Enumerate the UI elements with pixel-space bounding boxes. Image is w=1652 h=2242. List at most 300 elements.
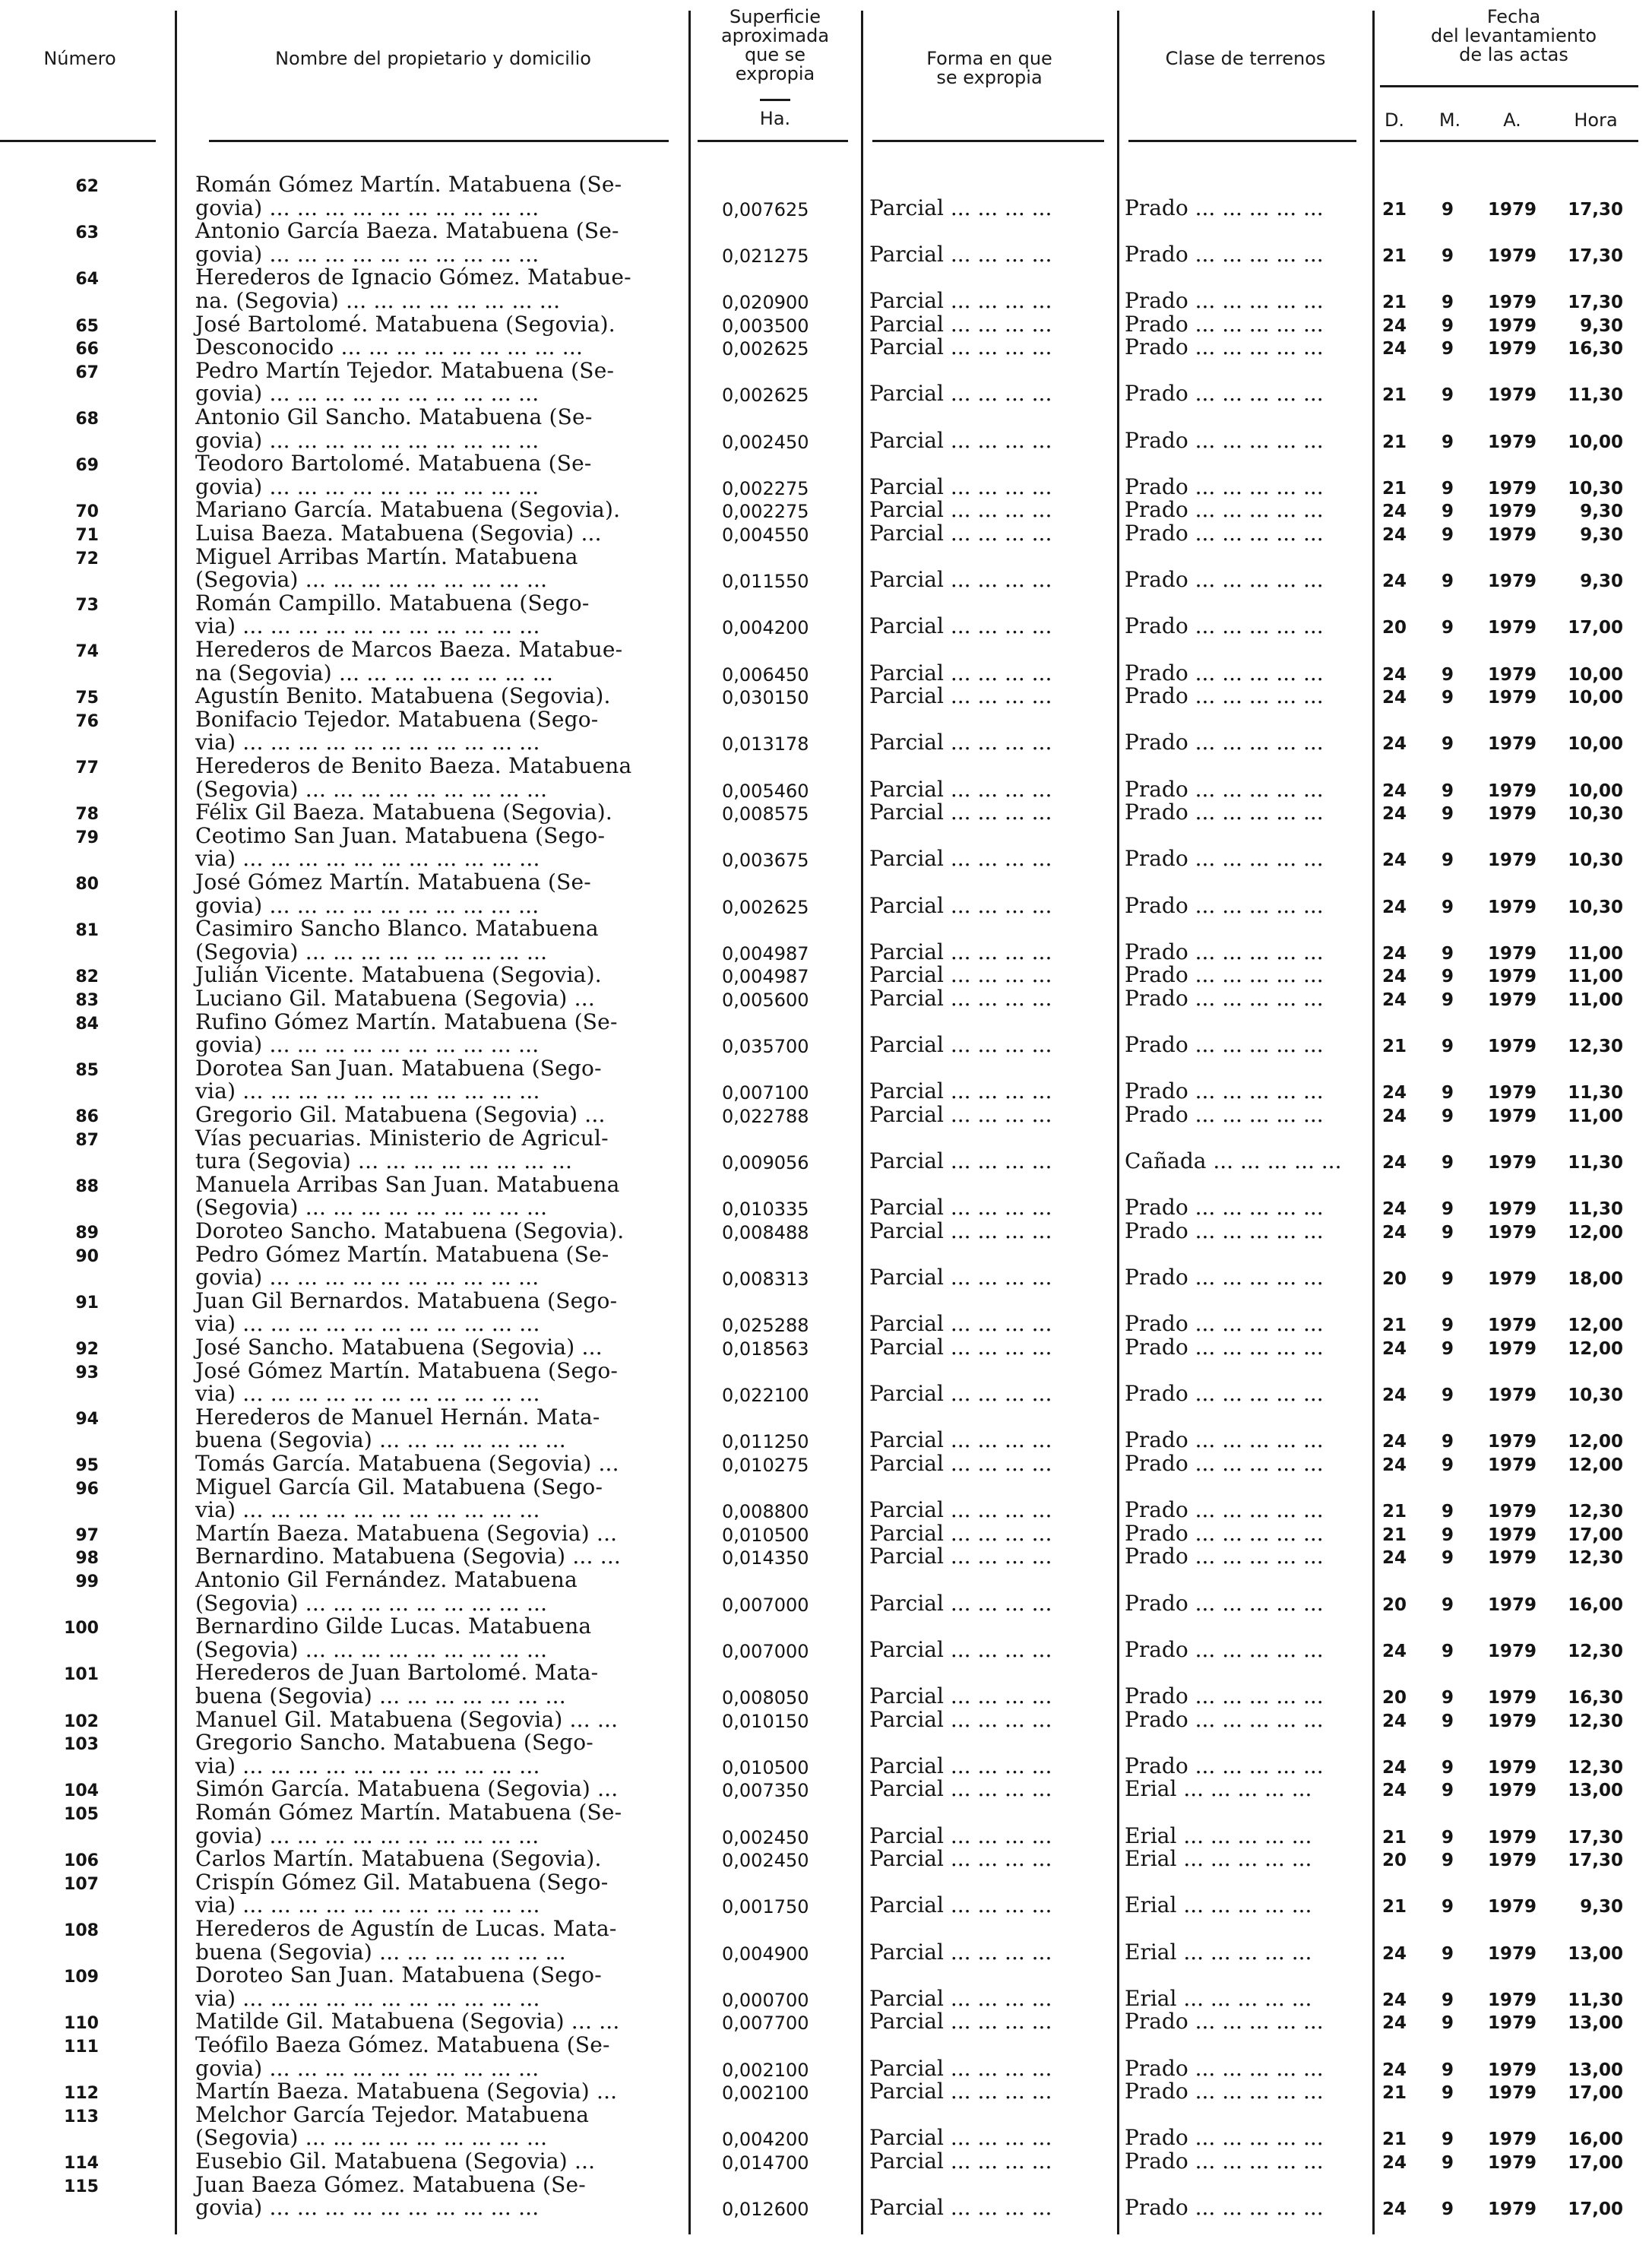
date-month: 9 [1441, 1851, 1454, 1871]
land-class: Erial ... ... ... ... ... [1125, 1892, 1312, 1918]
expropiation-form: Parcial ... ... ... ... [869, 1195, 1052, 1221]
owner-name-line: Simón García. Matabuena (Segovia) ... [195, 1776, 619, 1802]
date-year: 1979 [1487, 897, 1536, 917]
land-class: Prado ... ... ... ... ... [1125, 1706, 1324, 1732]
expropiation-form: Parcial ... ... ... ... [869, 1892, 1052, 1918]
land-class: Cañada ... ... ... ... ... [1125, 1148, 1342, 1174]
expropiation-form: Parcial ... ... ... ... [869, 776, 1052, 802]
surface-value: 0,010150 [722, 1710, 809, 1732]
date-month: 9 [1441, 2130, 1454, 2150]
row-number: 87 [75, 1130, 99, 1150]
date-year: 1979 [1487, 2083, 1536, 2104]
land-class: Prado ... ... ... ... ... [1125, 473, 1324, 499]
owner-name-line: Román Gómez Martín. Matabuena (Se- [195, 172, 622, 197]
row-number: 84 [75, 1014, 99, 1034]
owner-name-line: govia) ... ... ... ... ... ... ... ... ... ... [195, 1265, 540, 1290]
date-day: 21 [1381, 245, 1407, 266]
land-class: Prado ... ... ... ... ... [1125, 613, 1324, 639]
row-number: 106 [64, 1851, 99, 1871]
land-class: Prado ... ... ... ... ... [1125, 892, 1324, 918]
row-number: 98 [75, 1549, 99, 1569]
owner-name-line: buena (Segovia) ... ... ... ... ... ... ... [195, 1427, 566, 1453]
owner-name-line: Ceotimo San Juan. Matabuena (Sego- [195, 822, 606, 848]
date-month: 9 [1441, 1432, 1454, 1452]
expropiation-form: Parcial ... ... ... ... [869, 613, 1052, 639]
date-year: 1979 [1487, 525, 1536, 545]
date-day: 20 [1381, 1851, 1407, 1871]
land-class: Prado ... ... ... ... ... [1125, 800, 1324, 825]
expropiation-form: Parcial ... ... ... ... [869, 1032, 1052, 1058]
expropiation-form: Parcial ... ... ... ... [869, 1451, 1052, 1476]
date-day: 24 [1381, 315, 1407, 336]
surface-value: 0,002625 [722, 385, 809, 407]
expropiation-form: Parcial ... ... ... ... [869, 241, 1052, 267]
date-day: 24 [1381, 1339, 1407, 1359]
date-day: 21 [1381, 478, 1407, 499]
owner-name-line: Eusebio Gil. Matabuena (Segovia) ... [195, 2149, 596, 2174]
owner-name-line: Gregorio Sancho. Matabuena (Sego- [195, 1730, 593, 1756]
date-month: 9 [1441, 2153, 1454, 2173]
row-number: 102 [64, 1712, 99, 1731]
date-month: 9 [1441, 315, 1454, 336]
header-nombre: Nombre del propietario y domicilio [275, 48, 591, 69]
land-class: Erial ... ... ... ... ... [1125, 1846, 1312, 1872]
date-day: 24 [1381, 897, 1407, 917]
date-year: 1979 [1487, 2153, 1536, 2173]
date-day: 24 [1381, 525, 1407, 545]
date-hour: 10,30 [1568, 1385, 1623, 1406]
row-number: 73 [75, 595, 99, 615]
owner-name-line: Teófilo Baeza Gómez. Matabuena (Se- [195, 2032, 610, 2057]
date-month: 9 [1441, 1385, 1454, 1406]
date-hour: 18,00 [1568, 1269, 1623, 1290]
surface-value: 0,004550 [722, 524, 809, 546]
land-class: Prado ... ... ... ... ... [1125, 567, 1324, 593]
row-number: 86 [75, 1107, 99, 1126]
row-number: 70 [75, 502, 99, 522]
land-class: Prado ... ... ... ... ... [1125, 288, 1324, 313]
date-year: 1979 [1487, 990, 1536, 1010]
owner-name-line: govia) ... ... ... ... ... ... ... ... ... ... [195, 2195, 540, 2221]
expropiation-form: Parcial ... ... ... ... [869, 986, 1052, 1011]
date-day: 24 [1381, 664, 1407, 685]
date-month: 9 [1441, 1107, 1454, 1126]
expropiation-form: Parcial ... ... ... ... [869, 1753, 1052, 1778]
date-hour: 13,00 [1568, 1943, 1623, 1964]
land-class: Prado ... ... ... ... ... [1125, 311, 1324, 337]
date-day: 20 [1381, 1269, 1407, 1290]
expropiation-form: Parcial ... ... ... ... [869, 2195, 1052, 2221]
owner-name-line: na. (Segovia) ... ... ... ... ... ... ... ... [195, 288, 561, 313]
land-class: Prado ... ... ... ... ... [1125, 427, 1324, 453]
date-year: 1979 [1487, 1339, 1536, 1359]
date-year: 1979 [1487, 664, 1536, 685]
row-number: 91 [75, 1293, 99, 1313]
date-month: 9 [1441, 1525, 1454, 1545]
land-class: Prado ... ... ... ... ... [1125, 1520, 1324, 1546]
date-year: 1979 [1487, 339, 1536, 359]
date-year: 1979 [1487, 804, 1536, 825]
date-hour: 11,00 [1568, 990, 1623, 1010]
land-class: Prado ... ... ... ... ... [1125, 1427, 1324, 1453]
date-hour: 12,00 [1568, 1316, 1623, 1336]
date-year: 1979 [1487, 1548, 1536, 1569]
date-day: 24 [1381, 2199, 1407, 2220]
expropiation-form: Parcial ... ... ... ... [869, 1311, 1052, 1337]
date-day: 24 [1381, 572, 1407, 592]
date-hour: 12,00 [1568, 1455, 1623, 1475]
expropiation-form: Parcial ... ... ... ... [869, 1265, 1052, 1290]
date-year: 1979 [1487, 1153, 1536, 1173]
owner-name-line: Antonio Gil Fernández. Matabuena [195, 1567, 578, 1592]
date-year: 1979 [1487, 432, 1536, 452]
expropiation-form: Parcial ... ... ... ... [869, 497, 1052, 523]
date-month: 9 [1441, 1502, 1454, 1522]
date-year: 1979 [1487, 2130, 1536, 2150]
date-year: 1979 [1487, 385, 1536, 406]
date-hour: 10,00 [1568, 734, 1623, 755]
date-hour: 12,00 [1568, 1432, 1623, 1452]
land-class: Prado ... ... ... ... ... [1125, 986, 1324, 1011]
date-month: 9 [1441, 1037, 1454, 1057]
date-hour: 17,30 [1568, 1851, 1623, 1871]
date-year: 1979 [1487, 1083, 1536, 1104]
surface-value: 0,007100 [722, 1082, 809, 1104]
column-rule-5 [1372, 11, 1375, 2234]
date-year: 1979 [1487, 618, 1536, 638]
owner-name-line: Luciano Gil. Matabuena (Segovia) ... [195, 986, 595, 1011]
owner-name-line: Herederos de Manuel Hernán. Mata- [195, 1404, 600, 1430]
date-hour: 13,00 [1568, 2060, 1623, 2080]
date-day: 24 [1381, 990, 1407, 1010]
date-year: 1979 [1487, 245, 1536, 266]
date-day: 24 [1381, 943, 1407, 964]
date-year: 1979 [1487, 1223, 1536, 1243]
date-day: 21 [1381, 432, 1407, 452]
date-hour: 16,00 [1568, 1594, 1623, 1615]
date-year: 1979 [1487, 1525, 1536, 1545]
date-year: 1979 [1487, 688, 1536, 708]
owner-name-line: via) ... ... ... ... ... ... ... ... ... ... ... [195, 1497, 540, 1523]
date-year: 1979 [1487, 1316, 1536, 1336]
row-number: 115 [64, 2177, 99, 2196]
header-rule-fecha [1380, 85, 1638, 87]
date-day: 24 [1381, 1432, 1407, 1452]
row-number: 94 [75, 1409, 99, 1429]
date-hour: 11,30 [1568, 1990, 1623, 2010]
owner-name-line: Juan Gil Bernardos. Matabuena (Sego- [195, 1287, 618, 1313]
date-year: 1979 [1487, 502, 1536, 522]
expropiation-form: Parcial ... ... ... ... [869, 1985, 1052, 2011]
surface-value: 0,004987 [722, 942, 809, 964]
date-day: 24 [1381, 967, 1407, 987]
column-rule-2 [688, 11, 691, 2234]
date-day: 21 [1381, 1525, 1407, 1545]
date-year: 1979 [1487, 199, 1536, 220]
owner-name-line: govia) ... ... ... ... ... ... ... ... ... ... [195, 892, 540, 918]
expropiation-form: Parcial ... ... ... ... [869, 892, 1052, 918]
owner-name-line: via) ... ... ... ... ... ... ... ... ... ... ... [195, 1311, 540, 1337]
header-rule-numero [0, 140, 156, 142]
owner-name-line: Herederos de Ignacio Gómez. Matabue- [195, 264, 631, 290]
row-number: 92 [75, 1340, 99, 1359]
owner-name-line: José Bartolomé. Matabuena (Segovia). [195, 311, 616, 337]
header-a: A. [1503, 109, 1521, 131]
date-day: 20 [1381, 618, 1407, 638]
expropiation-form: Parcial ... ... ... ... [869, 1683, 1052, 1708]
date-year: 1979 [1487, 1037, 1536, 1057]
row-number: 93 [75, 1363, 99, 1382]
date-month: 9 [1441, 432, 1454, 452]
surface-value: 0,007000 [722, 1594, 809, 1616]
owner-name-line: via) ... ... ... ... ... ... ... ... ... ... ... [195, 1985, 540, 2011]
date-year: 1979 [1487, 781, 1536, 801]
owner-name-line: tura (Segovia) ... ... ... ... ... ... ... ... [195, 1148, 573, 1174]
date-year: 1979 [1487, 734, 1536, 755]
date-day: 24 [1381, 339, 1407, 359]
row-number: 111 [64, 2038, 99, 2057]
surface-value: 0,006450 [722, 663, 809, 686]
date-day: 24 [1381, 1153, 1407, 1173]
row-number: 105 [64, 1805, 99, 1824]
owner-name-line: Miguel Arribas Martín. Matabuena [195, 543, 578, 569]
owner-name-line: Melchor García Tejedor. Matabuena [195, 2101, 590, 2127]
land-class: Prado ... ... ... ... ... [1125, 2079, 1324, 2104]
date-hour: 17,00 [1568, 2083, 1623, 2104]
date-month: 9 [1441, 2083, 1454, 2104]
land-class: Prado ... ... ... ... ... [1125, 660, 1324, 686]
date-year: 1979 [1487, 572, 1536, 592]
owner-name-line: Román Gómez Martín. Matabuena (Se- [195, 1800, 622, 1825]
date-year: 1979 [1487, 1688, 1536, 1708]
date-hour: 10,30 [1568, 850, 1623, 871]
date-year: 1979 [1487, 1851, 1536, 1871]
date-month: 9 [1441, 1223, 1454, 1243]
land-class: Erial ... ... ... ... ... [1125, 1822, 1312, 1848]
owner-name-line: na (Segovia) ... ... ... ... ... ... ... ... [195, 660, 554, 686]
date-year: 1979 [1487, 293, 1536, 312]
expropiation-form: Parcial ... ... ... ... [869, 311, 1052, 337]
surface-value: 0,020900 [722, 292, 809, 313]
date-day: 21 [1381, 2130, 1407, 2150]
surface-value: 0,002625 [722, 338, 809, 360]
land-class: Prado ... ... ... ... ... [1125, 1636, 1324, 1662]
land-class: Prado ... ... ... ... ... [1125, 1078, 1324, 1104]
expropiation-form: Parcial ... ... ... ... [869, 1078, 1052, 1104]
row-number: 66 [75, 340, 99, 359]
surface-value: 0,013178 [722, 733, 809, 755]
surface-value: 0,014700 [722, 2152, 809, 2174]
row-number: 88 [75, 1176, 99, 1196]
owner-name-line: Vías pecuarias. Ministerio de Agricul- [195, 1125, 609, 1151]
date-day: 24 [1381, 1107, 1407, 1126]
expropiation-form: Parcial ... ... ... ... [869, 2125, 1052, 2151]
header-rule-clase [1128, 140, 1356, 142]
date-month: 9 [1441, 2199, 1454, 2220]
owner-name-line: Pedro Martín Tejedor. Matabuena (Se- [195, 357, 615, 383]
date-day: 20 [1381, 1594, 1407, 1615]
date-day: 24 [1381, 1781, 1407, 1801]
row-number: 81 [75, 921, 99, 941]
row-number: 68 [75, 410, 99, 429]
header-rule-forma [872, 140, 1104, 142]
surface-value: 0,005600 [722, 990, 809, 1011]
row-number: 101 [64, 1665, 99, 1685]
header-numero: Número [43, 48, 116, 69]
date-day: 21 [1381, 1827, 1407, 1848]
date-day: 24 [1381, 1083, 1407, 1104]
date-month: 9 [1441, 1827, 1454, 1848]
date-hour: 10,30 [1568, 897, 1623, 917]
date-year: 1979 [1487, 478, 1536, 499]
owner-name-line: via) ... ... ... ... ... ... ... ... ... ... ... [195, 1892, 540, 1918]
header-rule-superficie-short [760, 99, 790, 101]
date-hour: 12,30 [1568, 1641, 1623, 1661]
date-hour: 12,00 [1568, 1339, 1623, 1359]
land-class: Prado ... ... ... ... ... [1125, 521, 1324, 546]
owner-name-line: govia) ... ... ... ... ... ... ... ... ... ... [195, 1032, 540, 1058]
date-month: 9 [1441, 1316, 1454, 1336]
date-hour: 10,00 [1568, 664, 1623, 685]
surface-value: 0,008575 [722, 803, 809, 825]
date-month: 9 [1441, 1711, 1454, 1731]
row-number: 72 [75, 549, 99, 568]
row-number: 71 [75, 526, 99, 545]
land-class: Prado ... ... ... ... ... [1125, 241, 1324, 267]
surface-value: 0,002450 [722, 431, 809, 453]
row-number: 74 [75, 642, 99, 661]
surface-value: 0,002100 [722, 2082, 809, 2104]
land-class: Prado ... ... ... ... ... [1125, 1032, 1324, 1058]
date-year: 1979 [1487, 1827, 1536, 1848]
date-day: 21 [1381, 1316, 1407, 1336]
date-year: 1979 [1487, 1502, 1536, 1522]
surface-value: 0,010275 [722, 1455, 809, 1476]
land-class: Prado ... ... ... ... ... [1125, 846, 1324, 872]
surface-value: 0,005460 [722, 780, 809, 802]
land-class: Prado ... ... ... ... ... [1125, 683, 1324, 709]
owner-name-line: Román Campillo. Matabuena (Sego- [195, 590, 590, 616]
land-class: Prado ... ... ... ... ... [1125, 334, 1324, 360]
land-class: Prado ... ... ... ... ... [1125, 776, 1324, 802]
date-hour: 10,00 [1568, 432, 1623, 452]
surface-value: 0,018563 [722, 1338, 809, 1360]
date-year: 1979 [1487, 1199, 1536, 1220]
header-rule-nombre [209, 140, 669, 142]
owner-name-line: govia) ... ... ... ... ... ... ... ... ... ... [195, 241, 540, 267]
date-year: 1979 [1487, 1897, 1536, 1917]
land-class: Prado ... ... ... ... ... [1125, 1544, 1324, 1569]
date-day: 24 [1381, 1641, 1407, 1661]
land-class: Erial ... ... ... ... ... [1125, 1939, 1312, 1965]
date-day: 21 [1381, 199, 1407, 220]
date-day: 24 [1381, 804, 1407, 825]
date-day: 24 [1381, 1385, 1407, 1406]
owner-name-line: José Gómez Martín. Matabuena (Se- [195, 869, 591, 895]
date-year: 1979 [1487, 1990, 1536, 2010]
surface-value: 0,021275 [722, 245, 809, 267]
surface-value: 0,002450 [722, 1826, 809, 1848]
date-month: 9 [1441, 572, 1454, 592]
land-class: Prado ... ... ... ... ... [1125, 1218, 1324, 1243]
date-month: 9 [1441, 688, 1454, 708]
expropiation-form: Parcial ... ... ... ... [869, 288, 1052, 313]
surface-value: 0,002275 [722, 501, 809, 523]
row-number: 108 [64, 1921, 99, 1940]
date-hour: 17,00 [1568, 618, 1623, 638]
land-class: Prado ... ... ... ... ... [1125, 2009, 1324, 2035]
row-number: 112 [64, 2084, 99, 2104]
date-hour: 12,30 [1568, 1757, 1623, 1778]
date-hour: 11,30 [1568, 385, 1623, 406]
surface-value: 0,010500 [722, 1756, 809, 1778]
date-day: 24 [1381, 781, 1407, 801]
expropiation-form: Parcial ... ... ... ... [869, 1427, 1052, 1453]
date-month: 9 [1441, 1688, 1454, 1708]
land-class: Prado ... ... ... ... ... [1125, 1102, 1324, 1127]
date-day: 24 [1381, 1943, 1407, 1964]
surface-value: 0,003675 [722, 850, 809, 872]
land-class: Prado ... ... ... ... ... [1125, 1381, 1324, 1407]
date-year: 1979 [1487, 1781, 1536, 1801]
owner-name-line: Herederos de Benito Baeza. Matabuena [195, 753, 632, 778]
expropiation-form: Parcial ... ... ... ... [869, 962, 1052, 988]
owner-name-line: govia) ... ... ... ... ... ... ... ... ... ... [195, 427, 540, 453]
date-day: 24 [1381, 734, 1407, 755]
owner-name-line: via) ... ... ... ... ... ... ... ... ... ... ... [195, 613, 540, 639]
date-day: 24 [1381, 2153, 1407, 2173]
owner-name-line: govia) ... ... ... ... ... ... ... ... ... ... [195, 195, 540, 220]
date-month: 9 [1441, 781, 1454, 801]
land-class: Prado ... ... ... ... ... [1125, 1753, 1324, 1778]
surface-value: 0,001750 [722, 1896, 809, 1918]
date-year: 1979 [1487, 1641, 1536, 1661]
surface-value: 0,002450 [722, 1850, 809, 1872]
header-m: M. [1438, 109, 1461, 131]
date-year: 1979 [1487, 2013, 1536, 2034]
surface-value: 0,007700 [722, 2012, 809, 2035]
owner-name-line: Félix Gil Baeza. Matabuena (Segovia). [195, 800, 612, 825]
surface-value: 0,011550 [722, 571, 809, 593]
expropiation-form: Parcial ... ... ... ... [869, 1590, 1052, 1616]
surface-value: 0,008050 [722, 1687, 809, 1708]
expropiation-form: Parcial ... ... ... ... [869, 1102, 1052, 1127]
owner-name-line: Bonifacio Tejedor. Matabuena (Sego- [195, 706, 599, 732]
owner-name-line: José Sancho. Matabuena (Segovia) ... [195, 1335, 603, 1360]
owner-name-line: (Segovia) ... ... ... ... ... ... ... ... ... [195, 567, 548, 593]
expropiation-form: Parcial ... ... ... ... [869, 1846, 1052, 1872]
date-year: 1979 [1487, 850, 1536, 871]
row-number: 79 [75, 828, 99, 847]
expropiation-form: Parcial ... ... ... ... [869, 1776, 1052, 1802]
expropiation-form: Parcial ... ... ... ... [869, 195, 1052, 220]
date-month: 9 [1441, 339, 1454, 359]
land-class: Prado ... ... ... ... ... [1125, 2149, 1324, 2174]
owner-name-line: via) ... ... ... ... ... ... ... ... ... ... ... [195, 1753, 540, 1778]
date-month: 9 [1441, 2060, 1454, 2080]
surface-value: 0,022788 [722, 1106, 809, 1127]
date-hour: 9,30 [1580, 572, 1623, 592]
owner-name-line: govia) ... ... ... ... ... ... ... ... ... ... [195, 473, 540, 499]
expropiation-form: Parcial ... ... ... ... [869, 1544, 1052, 1569]
date-hour: 10,00 [1568, 781, 1623, 801]
date-hour: 17,00 [1568, 2153, 1623, 2173]
date-day: 24 [1381, 1548, 1407, 1569]
surface-value: 0,030150 [722, 687, 809, 709]
date-hour: 12,30 [1568, 1037, 1623, 1057]
row-number: 62 [75, 177, 99, 196]
surface-value: 0,025288 [722, 1315, 809, 1337]
